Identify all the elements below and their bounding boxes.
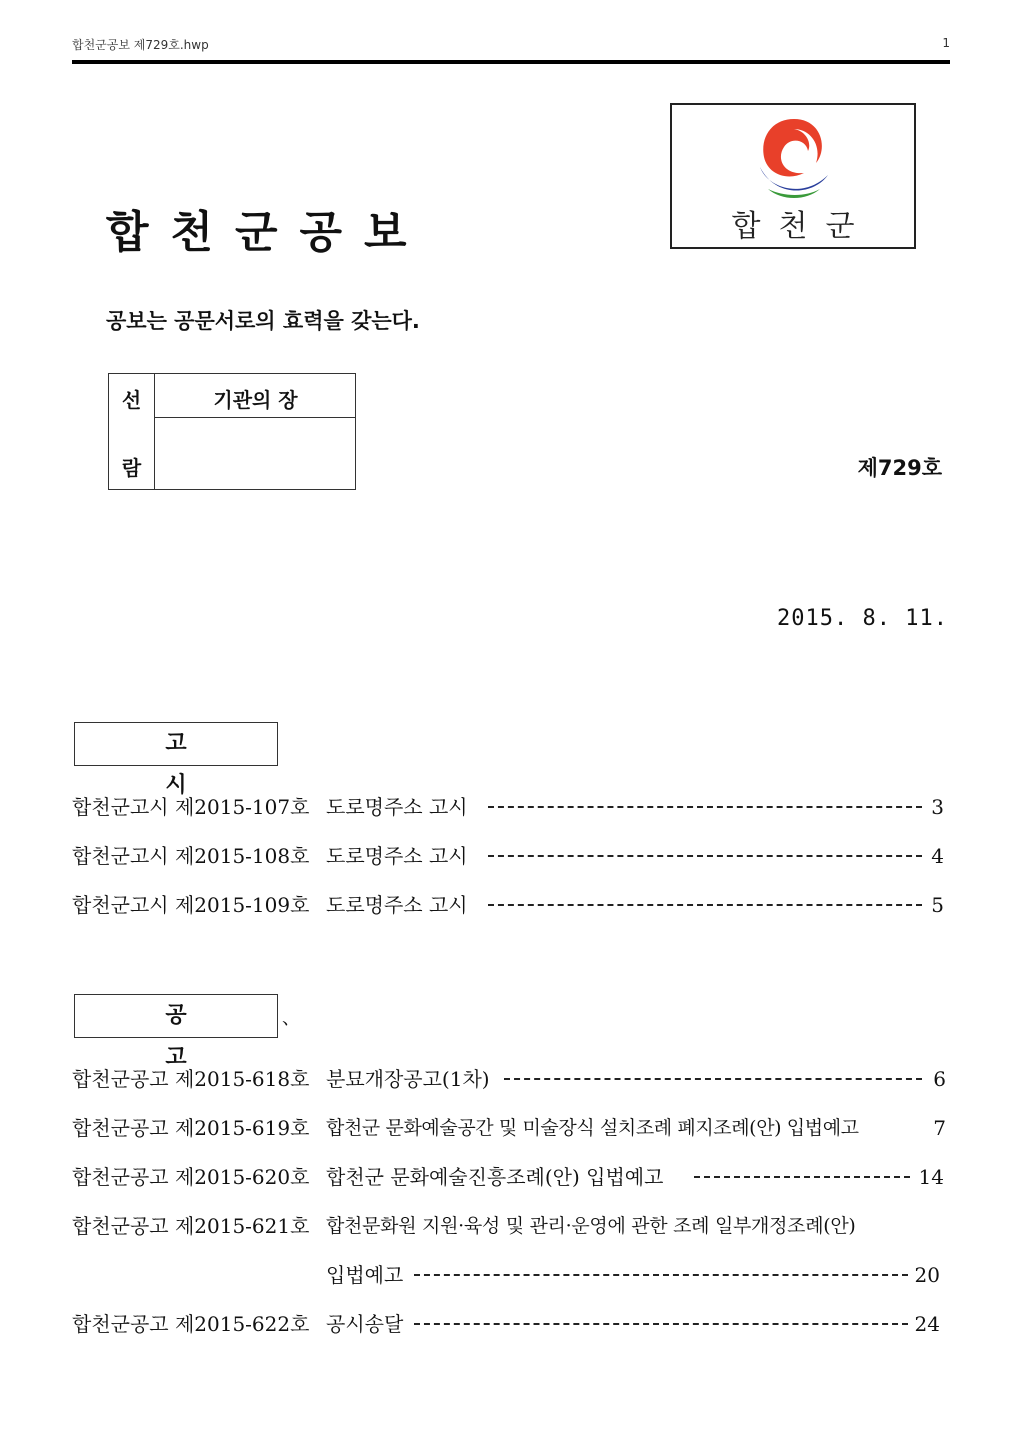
dot-leader xyxy=(488,806,922,810)
item-title: 도로명주소 고시 xyxy=(326,844,468,868)
item-title: 합천문화원 지원·육성 및 관리·운영에 관한 조례 일부개정조례(안) xyxy=(326,1215,856,1237)
item-title: 합천군 문화예술공간 및 미술장식 설치조례 폐지조례(안) 입법예고 xyxy=(326,1117,859,1139)
publish-date: 2015. 8. 11. xyxy=(777,606,948,631)
item-page: 24 xyxy=(914,1312,940,1336)
item-title: 합천군 문화예술진흥조례(안) 입법예고 xyxy=(326,1165,664,1189)
dot-leader xyxy=(414,1323,908,1327)
dot-leader xyxy=(504,1078,922,1082)
item-page: 20 xyxy=(914,1263,940,1287)
table-divider xyxy=(154,417,356,418)
list-item[interactable] xyxy=(0,841,1024,871)
circulation-label-top: 선 xyxy=(121,388,142,412)
item-number: 합천군공고 제2015-621호 xyxy=(72,1214,310,1238)
item-page: 5 xyxy=(931,893,944,917)
list-item-continuation[interactable] xyxy=(0,1260,1024,1290)
section-heading-notices: 고 시 xyxy=(74,722,278,766)
county-emblem-icon xyxy=(754,115,834,205)
item-number: 합천군고시 제2015-108호 xyxy=(72,844,310,868)
circulation-table xyxy=(108,373,356,490)
item-number: 합천군공고 제2015-620호 xyxy=(72,1165,310,1189)
list-item[interactable] xyxy=(0,890,1024,920)
item-title: 공시송달 xyxy=(326,1312,404,1336)
circulation-label-bottom: 람 xyxy=(121,456,142,480)
motto: 공보는 공문서로의 효력을 갖는다. xyxy=(106,309,420,333)
item-page: 6 xyxy=(933,1067,946,1091)
item-title: 도로명주소 고시 xyxy=(326,893,468,917)
item-title-continuation: 입법예고 xyxy=(326,1263,404,1287)
item-page: 4 xyxy=(931,844,944,868)
dot-leader xyxy=(488,904,922,908)
document-file-name: 합천군공보 제729호.hwp xyxy=(72,38,209,52)
page-number: 1 xyxy=(942,36,950,50)
item-page: 7 xyxy=(933,1116,946,1140)
county-logo xyxy=(670,103,916,249)
list-item[interactable] xyxy=(0,1211,1024,1241)
issue-number: 제729호 xyxy=(857,456,942,480)
item-number: 합천군고시 제2015-107호 xyxy=(72,795,310,819)
item-number: 합천군고시 제2015-109호 xyxy=(72,893,310,917)
header-rule xyxy=(72,60,950,64)
item-title: 분묘개장공고(1차) xyxy=(326,1067,490,1091)
item-number: 합천군공고 제2015-618호 xyxy=(72,1067,310,1091)
list-item[interactable] xyxy=(0,1162,1024,1192)
list-item[interactable] xyxy=(0,1309,1024,1339)
gazette-title: 합천군공보 xyxy=(106,207,429,258)
circulation-header: 기관의 장 xyxy=(213,388,298,412)
item-title: 도로명주소 고시 xyxy=(326,795,468,819)
section-heading-announcements: 공 고 xyxy=(74,994,278,1038)
logo-text: 합천군 xyxy=(731,209,873,244)
dot-leader xyxy=(488,855,922,859)
item-page: 14 xyxy=(918,1165,944,1189)
item-number: 합천군공고 제2015-622호 xyxy=(72,1312,310,1336)
list-item[interactable] xyxy=(0,1113,1024,1143)
list-item[interactable] xyxy=(0,792,1024,822)
item-page: 3 xyxy=(931,795,944,819)
list-item[interactable] xyxy=(0,1064,1024,1094)
dot-leader xyxy=(694,1176,910,1180)
section-mark: 、 xyxy=(282,1008,300,1029)
dot-leader xyxy=(414,1274,908,1278)
item-number: 합천군공고 제2015-619호 xyxy=(72,1116,310,1140)
